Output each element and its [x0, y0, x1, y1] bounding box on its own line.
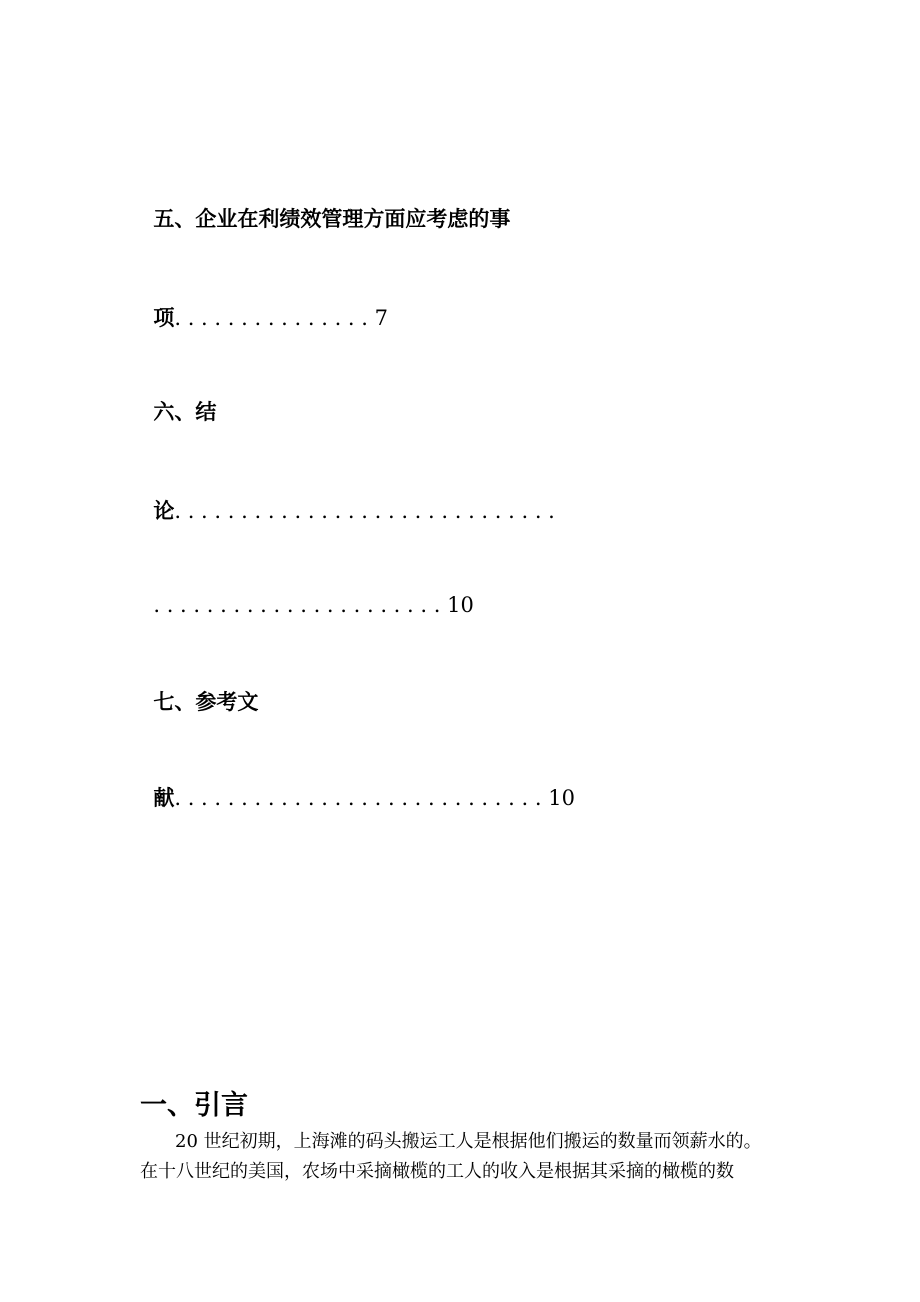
toc-entry-5-title: 五、企业在利绩效管理方面应考虑的事 — [153, 207, 511, 231]
toc-entry-6-page-number: 10 — [447, 593, 474, 617]
toc-entry-6-line-3 — [140, 574, 474, 616]
toc-entry-6-title-end: 论 — [153, 499, 175, 523]
toc-entry-7-line-1 — [140, 671, 258, 713]
toc-entry-7-page-number: 10 — [548, 786, 575, 810]
toc-entry-5-title-end: 项 — [153, 306, 175, 330]
section-heading: 一、引言 — [140, 1090, 248, 1121]
toc-entry-5-page-number: 7 — [374, 306, 389, 330]
toc-entry-7-title: 七、参考文 — [153, 690, 259, 714]
toc-entry-5-line-1 — [140, 188, 510, 230]
paragraph-line-1: 20 世纪初期，上海滩的码头搬运工人是根据他们搬运的数量而领薪水的。 — [175, 1131, 762, 1152]
toc-entry-6-line-1 — [140, 381, 216, 423]
toc-entry-7-title-end: 献 — [153, 786, 175, 810]
toc-entry-7-line-2 — [140, 767, 575, 809]
toc-entry-6-line-2 — [140, 480, 555, 522]
paragraph-line-2: 在十八世纪的美国，农场中采摘橄榄的工人的收入是根据其采摘的橄榄的数 — [140, 1161, 734, 1182]
toc-entry-6-title: 六、结 — [153, 400, 217, 424]
toc-entry-7-leader-dots: . . . . . . . . . . . . . . . . . . . . . . . . . . . . — [174, 786, 542, 810]
toc-entry-6-leader-dots-continued: . . . . . . . . . . . . . . . . . . . . . . — [153, 593, 441, 617]
toc-entry-5-leader-dots: . . . . . . . . . . . . . . . — [174, 306, 368, 330]
toc-entry-5-line-2 — [140, 287, 388, 329]
toc-entry-6-leader-dots: . . . . . . . . . . . . . . . . . . . . . . . . . . . . . — [174, 499, 555, 523]
